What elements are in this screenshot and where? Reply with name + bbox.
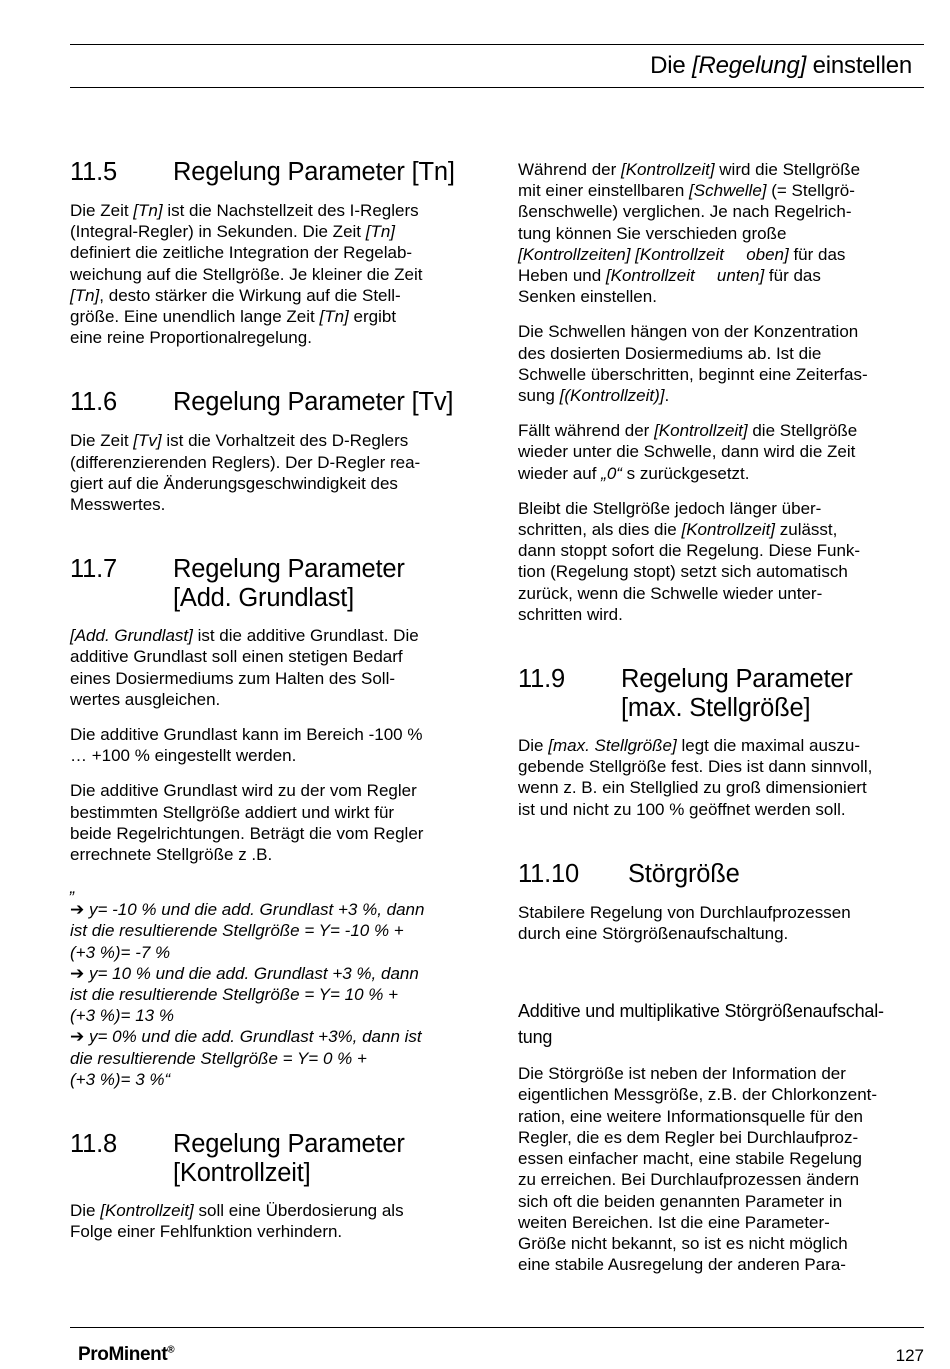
text-line	[70, 200, 478, 221]
heading-title-line: Regelung Parameter	[621, 665, 853, 694]
text-line	[518, 498, 926, 519]
text-line	[70, 745, 478, 766]
emphasis: [Tv]	[133, 431, 162, 451]
heading-title-line: Regelung Parameter	[173, 1130, 405, 1159]
heading-11-7	[70, 555, 478, 613]
text-run: die Stellgröße	[747, 421, 858, 441]
text-run: tion (Regelung stopt) setzt sich automatisch	[518, 562, 848, 582]
text-line	[518, 1127, 926, 1148]
emphasis: (+3 %)= 13 %	[70, 1006, 174, 1026]
text-line	[518, 1191, 926, 1212]
text-run: Die Störgröße ist neben der Information der	[518, 1064, 846, 1084]
text-line	[518, 1063, 926, 1084]
text-run: weiten Bereichen. Ist die eine Parameter-	[518, 1212, 830, 1232]
text-line	[70, 920, 478, 941]
text-run: legt die maximal auszu-	[676, 736, 861, 756]
text-line	[518, 420, 926, 441]
text-line	[70, 625, 478, 646]
text-line	[70, 285, 478, 306]
text-line	[70, 1048, 478, 1069]
logo-text-pro: Pro	[78, 1344, 109, 1365]
emphasis: (+3 %)= 3 %“	[70, 1069, 171, 1089]
heading-number: 11.6	[70, 388, 117, 417]
prominent-logo	[78, 1344, 174, 1366]
text-line	[518, 540, 926, 561]
text-line	[70, 942, 478, 963]
heading-title	[173, 1130, 478, 1188]
text-line	[518, 244, 926, 265]
example-list	[70, 899, 478, 1090]
emphasis: [Kontrollzeit]	[654, 421, 748, 441]
text-line	[70, 724, 478, 745]
paragraph	[518, 321, 926, 406]
heading-number: 11.10	[518, 859, 579, 888]
text-line	[518, 777, 926, 798]
footer-rule	[70, 1327, 924, 1328]
text-run: Fällt während der	[518, 421, 655, 441]
paragraph	[70, 724, 478, 766]
text-line	[70, 1221, 478, 1242]
emphasis: [Add. Grundlast]	[70, 626, 193, 646]
subheading-line: Additive und multiplikative Störgrößenaufschal-	[518, 1001, 884, 1022]
text-line	[518, 519, 926, 540]
paragraph	[70, 1200, 478, 1242]
text-run: für das	[764, 266, 821, 286]
text-run: Heben und	[518, 266, 606, 286]
text-line	[518, 1233, 926, 1254]
arrow-right-icon: ➔	[70, 1027, 89, 1047]
text-run: durch eine Störgrößenaufschaltung.	[518, 924, 789, 944]
text-line	[518, 385, 926, 406]
text-run: additive Grundlast soll einen stetigen Bedarf	[70, 647, 403, 667]
text-run: Die Schwellen hängen von der Konzentration	[518, 322, 859, 342]
text-run: sich oft die beiden genannten Parameter in	[518, 1191, 843, 1211]
text-run: s zurückgesetzt.	[621, 463, 750, 483]
text-run: ration, eine weitere Informationsquelle für den	[518, 1106, 863, 1126]
text-line	[518, 180, 926, 201]
text-run: größe. Eine unendlich lange Zeit	[70, 307, 320, 327]
text-run: essen einfacher macht, eine stabile Regelung	[518, 1149, 862, 1169]
text-run: gebende Stellgröße fest. Dies ist dann sinnvoll,	[518, 757, 873, 777]
heading-number: 11.5	[70, 158, 117, 186]
right-column	[518, 153, 926, 1275]
text-run: ist die Vorhaltzeit des D-Reglers	[161, 431, 409, 451]
text-line	[70, 899, 478, 920]
text-run: zu erreichen. Bei Durchlaufprozessen ändern	[518, 1170, 860, 1190]
emphasis: [Tn]	[319, 307, 349, 327]
heading-title: Regelung Parameter [Tn]	[173, 158, 455, 186]
text-line	[518, 441, 926, 462]
heading-title-line: [Add. Grundlast]	[173, 584, 355, 613]
left-column	[70, 153, 478, 1243]
text-run: Schwelle überschritten, beginnt eine Zeiterfas-	[518, 364, 868, 384]
text-run: schritten wird.	[518, 604, 623, 624]
paragraph	[70, 780, 478, 865]
text-line	[70, 802, 478, 823]
heading-title-line: [Kontrollzeit]	[173, 1159, 311, 1188]
emphasis: [Tn]	[365, 222, 396, 242]
emphasis: ist die resultierende Stellgröße = Y= 10 % +	[70, 985, 399, 1005]
text-run: Folge einer Fehlfunktion verhindern.	[70, 1222, 343, 1242]
emphasis: [max. Stellgröße]	[548, 736, 677, 756]
text-line	[70, 430, 478, 451]
text-line	[518, 1106, 926, 1127]
text-line	[70, 668, 478, 689]
text-line	[518, 583, 926, 604]
text-line	[70, 306, 478, 327]
paragraph	[518, 159, 926, 307]
text-line	[70, 264, 478, 285]
header-suffix: einstellen	[806, 52, 912, 79]
text-run: Die	[518, 736, 549, 756]
text-line	[518, 159, 926, 180]
text-line	[518, 364, 926, 385]
paragraph	[518, 498, 926, 625]
header-prefix: Die	[650, 52, 693, 79]
text-run: ist die additive Grundlast. Die	[192, 626, 419, 646]
text-run: Die additive Grundlast kann im Bereich -100 %	[70, 725, 423, 745]
heading-title: Regelung Parameter [Tv]	[173, 388, 454, 417]
quote-open: „	[70, 878, 76, 898]
text-line	[70, 473, 478, 494]
text-run: .	[664, 386, 670, 406]
text-line	[518, 343, 926, 364]
heading-11-9	[518, 665, 926, 723]
text-run: eigentlichen Messgröße, z.B. der Chlorkonzent-	[518, 1085, 878, 1105]
subheading	[518, 998, 926, 1050]
text-line	[518, 561, 926, 582]
text-line	[70, 221, 478, 242]
text-run: wertes ausgleichen.	[70, 689, 221, 709]
emphasis: [Tn]	[133, 201, 163, 220]
heading-number: 11.8	[70, 1130, 117, 1159]
text-run: Die additive Grundlast wird zu der vom Regler	[70, 781, 417, 801]
text-run: beide Regelrichtungen. Beträgt die vom Regler	[70, 823, 424, 843]
text-run: ßenschwelle) verglichen. Je nach Regelrich-	[518, 202, 852, 222]
heading-title-line: [max. Stellgröße]	[621, 694, 811, 723]
emphasis: [Schwelle]	[689, 181, 767, 201]
text-run: ist und nicht zu 100 % geöffnet werden soll.	[518, 799, 846, 819]
text-line	[70, 1026, 478, 1047]
text-run: errechnete Stellgröße z .B.	[70, 845, 273, 865]
text-run: wieder auf	[518, 463, 602, 483]
emphasis: die resultierende Stellgröße = Y= 0 % +	[70, 1048, 367, 1068]
text-run: bestimmten Stellgröße addiert und wirkt für	[70, 802, 395, 822]
emphasis: [(Kontrollzeit)]	[559, 386, 665, 406]
paragraph	[518, 902, 926, 944]
emphasis: [Kontrollzeit]	[621, 160, 715, 179]
text-run: weichung auf die Stellgröße. Je kleiner die Zeit	[70, 264, 423, 284]
emphasis: y= 10 % und die add. Grundlast +3 %, dann	[88, 963, 419, 983]
text-line	[518, 799, 926, 820]
text-run: eine stabile Ausregelung der anderen Para-	[518, 1255, 846, 1275]
text-run: Die Zeit	[70, 431, 134, 451]
paragraph	[518, 1063, 926, 1275]
text-line	[518, 1084, 926, 1105]
heading-11-6	[70, 388, 478, 417]
text-run: Die Zeit	[70, 201, 134, 220]
header-rule-top	[70, 44, 924, 45]
emphasis: [Kontrollzeit ⃞ unten]	[605, 266, 765, 286]
text-run: , desto stärker die Wirkung auf die Stell-	[99, 285, 401, 305]
text-run: Regler, die es dem Regler bei Durchlaufproz-	[518, 1127, 859, 1147]
text-line	[518, 756, 926, 777]
text-run: ist die Nachstellzeit des I-Reglers	[162, 201, 419, 220]
text-line	[70, 984, 478, 1005]
text-line	[518, 1212, 926, 1233]
heading-title	[173, 555, 478, 613]
text-run: eines Dosiermediums zum Halten des Soll-	[70, 668, 396, 688]
text-line	[70, 242, 478, 263]
text-run: (Integral-Regler) in Sekunden. Die Zeit	[70, 222, 366, 242]
text-run: wieder unter die Schwelle, dann wird die Zeit	[518, 442, 856, 462]
text-line	[70, 327, 478, 348]
text-run: ergibt	[348, 307, 397, 327]
arrow-right-icon: ➔	[70, 900, 89, 920]
text-run: mit einer einstellbaren	[518, 181, 690, 201]
text-run: Messwertes.	[70, 495, 166, 515]
text-line	[70, 1005, 478, 1026]
heading-title: Störgröße	[628, 859, 740, 888]
header-emph: [Regelung]	[692, 52, 807, 79]
text-run: des dosierten Dosiermediums ab. Ist die	[518, 343, 822, 363]
page-number: 127	[895, 1346, 924, 1365]
text-line	[70, 963, 478, 984]
text-line	[70, 780, 478, 801]
text-run: tung können Sie verschieden große	[518, 223, 787, 243]
text-line	[70, 452, 478, 473]
text-line	[518, 1254, 926, 1275]
heading-number: 11.9	[518, 665, 565, 694]
emphasis: y= 0% und die add. Grundlast +3%, dann ist	[88, 1027, 422, 1047]
text-line	[518, 201, 926, 222]
text-run: (= Stellgrö-	[766, 181, 855, 201]
arrow-right-icon: ➔	[70, 963, 89, 983]
text-run: soll eine Überdosierung als	[193, 1201, 404, 1221]
emphasis: [Tn]	[70, 285, 100, 305]
paragraph	[70, 625, 478, 710]
text-run: definiert die zeitliche Integration der Regelab-	[70, 243, 413, 263]
logo-text-minent: Minent	[108, 1344, 168, 1365]
text-line	[70, 689, 478, 710]
emphasis: [Kontrollzeit]	[681, 520, 776, 540]
text-line	[70, 1069, 478, 1090]
registered-mark: ®	[167, 1344, 175, 1356]
text-run: (differenzierenden Reglers). Der D-Regler rea-	[70, 452, 421, 472]
text-run: … +100 % eingestellt werden.	[70, 746, 297, 766]
text-line	[70, 1200, 478, 1221]
text-run: Stabilere Regelung von Durchlaufprozessen	[518, 902, 851, 922]
text-line	[70, 494, 478, 515]
text-line	[70, 823, 478, 844]
emphasis: [Kontrollzeit]	[100, 1201, 194, 1221]
emphasis: (+3 %)= -7 %	[70, 942, 171, 962]
heading-11-8	[70, 1130, 478, 1188]
text-run: Senken einstellen.	[518, 287, 657, 307]
header-rule-bottom	[70, 87, 924, 88]
text-run: eine reine Proportionalregelung.	[70, 328, 312, 348]
heading-number: 11.7	[70, 555, 117, 584]
text-line	[518, 1148, 926, 1169]
paragraph	[518, 420, 926, 484]
text-run: Während der	[518, 160, 621, 179]
text-line	[518, 735, 926, 756]
subheading-line: tung	[518, 1027, 553, 1048]
emphasis: [Kontrollzeiten] [Kontrollzeit ⃞ oben]	[518, 244, 789, 264]
paragraph	[518, 735, 926, 820]
text-run: zulässt,	[775, 520, 838, 540]
text-run: schritten, als dies die	[518, 520, 682, 540]
text-line	[518, 223, 926, 244]
text-run: Bleibt die Stellgröße jedoch länger über-	[518, 498, 822, 518]
emphasis: y= -10 % und die add. Grundlast +3 %, dann	[88, 900, 425, 920]
text-line	[518, 321, 926, 342]
heading-title-line: Regelung Parameter	[173, 555, 405, 584]
heading-11-5	[70, 158, 478, 187]
text-run: Größe nicht bekannt, so ist es nicht möglich	[518, 1233, 848, 1253]
heading-title	[621, 665, 926, 723]
text-run: Die	[70, 1201, 101, 1221]
text-run: giert auf die Änderungsgeschwindigkeit des	[70, 473, 398, 493]
running-header	[650, 52, 912, 80]
emphasis: „0“	[601, 463, 622, 483]
emphasis: ist die resultierende Stellgröße = Y= -10 % +	[70, 921, 404, 941]
text-run: zurück, wenn die Schwelle wieder unter-	[518, 583, 823, 603]
text-line	[518, 902, 926, 923]
text-run: wenn z. B. ein Stellglied zu groß dimensioniert	[518, 778, 867, 798]
text-run: dann stoppt sofort die Regelung. Diese Funk-	[518, 541, 861, 561]
paragraph	[70, 430, 478, 515]
text-line	[518, 286, 926, 307]
text-run: für das	[788, 244, 846, 264]
heading-11-10	[518, 860, 926, 889]
text-line	[518, 463, 926, 484]
text-run: wird die Stellgröße	[714, 160, 861, 179]
text-line	[70, 646, 478, 667]
text-line	[518, 604, 926, 625]
text-line	[518, 1169, 926, 1190]
text-line	[518, 923, 926, 944]
text-line	[70, 844, 478, 865]
text-run: sung	[518, 386, 560, 406]
paragraph	[70, 200, 478, 348]
text-line	[518, 265, 926, 286]
